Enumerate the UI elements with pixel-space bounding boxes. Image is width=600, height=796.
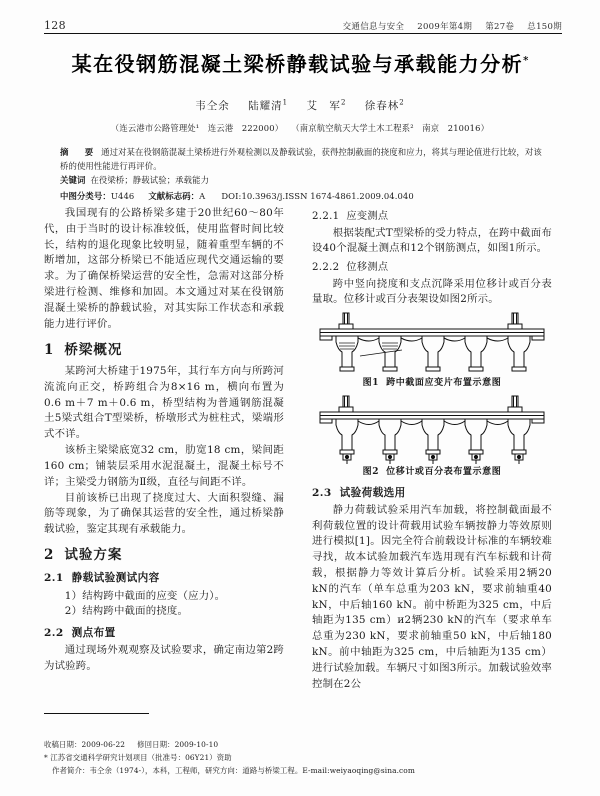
underside-dial-indicators [343, 454, 523, 464]
section-2-2-2-number: 2.2.2 [312, 262, 340, 274]
clc-value: U446 [110, 191, 135, 201]
keywords-line [60, 174, 542, 188]
abstract-text: 通过对某在役钢筋混凝土梁桥进行外观检测以及静载试验，获得控制截面的挠度和应力，将其与理论值进行比较，对该桥的使用性能进行再评价。 [60, 147, 542, 171]
gauge-left [339, 313, 353, 329]
figure-2-caption-text: 位移计或百分表布置示意图 [386, 466, 502, 477]
author-4-name: 徐春林 [364, 100, 400, 112]
bio-text: 韦仝余（1974-），本科，工程师，研究方向：道路与桥梁工程。E-mail:weiyaoqing@sina.com [89, 766, 415, 776]
displacement-gauge-left [339, 396, 353, 412]
header-rule [44, 33, 562, 34]
keywords-text: 在役梁桥；静载试验；承载能力 [90, 175, 210, 186]
section-2-number: 2 [44, 546, 55, 563]
figure-1-drawing [316, 312, 548, 376]
dates-line [44, 739, 344, 752]
affiliation-2: （南京航空航天大学土木工程系² 南京 210016） [291, 123, 490, 133]
journal-serial: 总150期 [527, 22, 562, 32]
received-date: 2009-06-22 [81, 740, 126, 750]
section-2-2-2-paragraph: 跨中竖向挠度和支点沉降采用位移计或百分表量取。位移计或百分表架设如图2所示。 [312, 277, 552, 306]
journal-info [333, 20, 562, 32]
figure-2-caption [312, 466, 552, 480]
section-2-2-paragraph: 通过现场外观观察及试验要求，确定南边第2跨为试验跨。 [44, 644, 284, 673]
abstract-paragraph [60, 146, 542, 173]
affiliation-line [0, 122, 600, 134]
section-1-heading [44, 340, 284, 361]
author-1 [195, 100, 230, 112]
journal-issue: 2009年第4期 [417, 22, 473, 32]
test-content-item-2: 2）结构跨中截面的挠度。 [64, 605, 189, 618]
fund-line [44, 752, 344, 765]
author-3-name: 艾 军 [306, 100, 341, 112]
section-1-number: 1 [44, 341, 55, 358]
section-2-3-paragraph: 静力荷载试验采用汽车加载，将控制截面最不利荷载位置的设计荷载用试验车辆按静力等效原则进行模拟[1]。因完全符合前载设计标准的车辆较难寻找，故本试验加载汽车选用现有汽车标载和计荷载，根据静力等效计算后分析。试验采用2辆20 kN的汽车（单车总重为203 kN，要求前轴重40 kN，中后轴160 kN。前中桥距为325 cm，中后轴距为135 cm）и2辆230 kN的汽车（要求单车总重为230 kN，要求前轴重50 kN，中后轴180 kN。前中轴距为325 cm，中后轴距为135 cm）进行试验加载。车辆尺寸如图3所示。加载试验效率控制在2公 [312, 503, 552, 690]
section-2-2-1-paragraph: 根据装配式T型梁桥的受力特点，在跨中截面布设40个混凝土测点和12个钢筋测点，如图1所示。 [312, 226, 552, 255]
figure-1-caption-text: 跨中截面应变片布置示意图 [386, 378, 502, 389]
author-2-sup: 1 [282, 98, 289, 107]
intro-paragraph: 我国现有的公路桥梁多建于20世纪60～80年代，由于当时的设计标准较低，使用监督时间比较长，结构的退化现象比较明显，随着重型车辆的不断增加，这部分桥梁已不能适应现代交通运输的要求。为了确保桥梁运营的安全性，急需对这部分桥梁进行检测、维修和加固。本文通过对某在役钢筋混凝土梁桥的静载试验，对其实际工作状态和承载能力进行评价。 [44, 207, 284, 330]
figure-2-drawing [316, 395, 548, 465]
section-2-1-title: 静载试验测试内容 [71, 572, 160, 585]
revised-label: 修回日期： [137, 740, 175, 750]
section-2-2-1-heading [312, 209, 552, 225]
page-title [0, 48, 600, 77]
doc-type-value: A [199, 191, 206, 201]
figure-1 [312, 312, 552, 391]
section-2-1-heading [44, 570, 284, 586]
keywords-label: 关键词 [60, 175, 86, 186]
author-4-sup: 2 [399, 98, 405, 107]
section-2-3-number: 2.3 [312, 486, 332, 499]
author-2 [248, 100, 288, 112]
doi-text: DOI:10.3963/j.ISSN 1674-4861.2009.04.040 [221, 191, 414, 201]
footnote-block [44, 739, 415, 778]
section-2-2-2-heading [312, 260, 552, 276]
section-2-2-2-title: 位移测点 [346, 262, 389, 274]
fund-text: 江苏省交通科学研究计划项目（批准号：06Y21）资助 [50, 753, 232, 763]
figure-2-number: 图2 [362, 466, 380, 477]
section-2-heading [44, 545, 284, 566]
section-1-paragraph-2: 该桥主梁梁底宽32 cm，肋宽18 cm，梁间距160 cm；铺装层采用水泥混凝土，混凝土标号不详；主梁受力钢筋为Ⅱ级，直径与间距不详。 [44, 444, 284, 488]
received-label: 收稿日期： [44, 740, 82, 750]
title-footnote-mark: * [523, 55, 529, 67]
revised-date: 2009-10-10 [174, 740, 219, 750]
journal-name: 交通信息与安全 [342, 22, 405, 32]
section-1-paragraph-3: 目前该桥已出现了挠度过大、大面积裂缝、漏筋等现象，为了确保其运营的安全性，通过桥梁静载试验，鉴定其现有承载能力。 [44, 491, 284, 536]
bio-label: 作者简介： [52, 766, 90, 776]
gauge-right [508, 313, 522, 329]
author-3 [306, 100, 346, 112]
author-bio-line [44, 765, 415, 778]
classification-line [60, 190, 542, 202]
strain-gauge-marks [339, 343, 402, 356]
author-2-name: 陆耀清 [248, 100, 283, 112]
figure-2 [312, 395, 552, 480]
journal-volume: 第27卷 [485, 22, 515, 32]
section-2-title: 试验方案 [64, 546, 123, 563]
left-column [44, 206, 284, 675]
clc-label: 中图分类号： [60, 191, 111, 201]
affiliation-1: （连云港市公路管理处¹ 连云港 222000） [110, 123, 284, 133]
footnote-rule [44, 713, 149, 714]
displacement-gauge-right [508, 396, 522, 412]
fund-mark: * [44, 753, 48, 763]
author-list [0, 98, 600, 113]
author-1-name: 韦仝余 [195, 100, 230, 112]
section-2-2-number: 2.2 [44, 627, 64, 640]
doc-type-label: 文献标志码： [148, 191, 200, 201]
section-1-paragraph-1: 某跨河大桥建于1975年，其行车方向与所跨河流流向正交，桥跨组合为8×16 m，横向布置为0.6 m＋7 m＋0.6 m，桥型结构为普通钢筋混凝土5梁式组合T型梁桥，桥墩形式为桩柱式，梁端形式不详。 [44, 365, 284, 441]
section-1-title: 桥梁概况 [64, 341, 123, 358]
right-column [312, 206, 552, 692]
section-2-3-title: 试验荷载选用 [339, 486, 406, 499]
author-4 [365, 100, 405, 112]
abstract-label: 摘 要 [60, 147, 98, 157]
section-2-1-number: 2.1 [44, 572, 64, 585]
page-number: 128 [44, 19, 66, 32]
figure-1-number: 图1 [362, 378, 380, 389]
author-3-sup: 2 [340, 98, 347, 107]
abstract-block [60, 146, 542, 188]
title-text: 某在役钢筋混凝土梁桥静载试验与承载能力分析 [71, 52, 524, 76]
section-2-2-1-title: 应变测点 [346, 211, 389, 222]
test-content-item-1: 1）结构跨中截面的应变（应力）。 [64, 589, 226, 602]
section-2-2-heading [44, 625, 284, 641]
section-2-3-heading [312, 485, 552, 501]
figure-1-caption [312, 377, 552, 391]
section-2-2-1-number: 2.2.1 [312, 211, 340, 222]
running-head [44, 16, 562, 32]
section-2-2-title: 测点布置 [71, 627, 116, 640]
